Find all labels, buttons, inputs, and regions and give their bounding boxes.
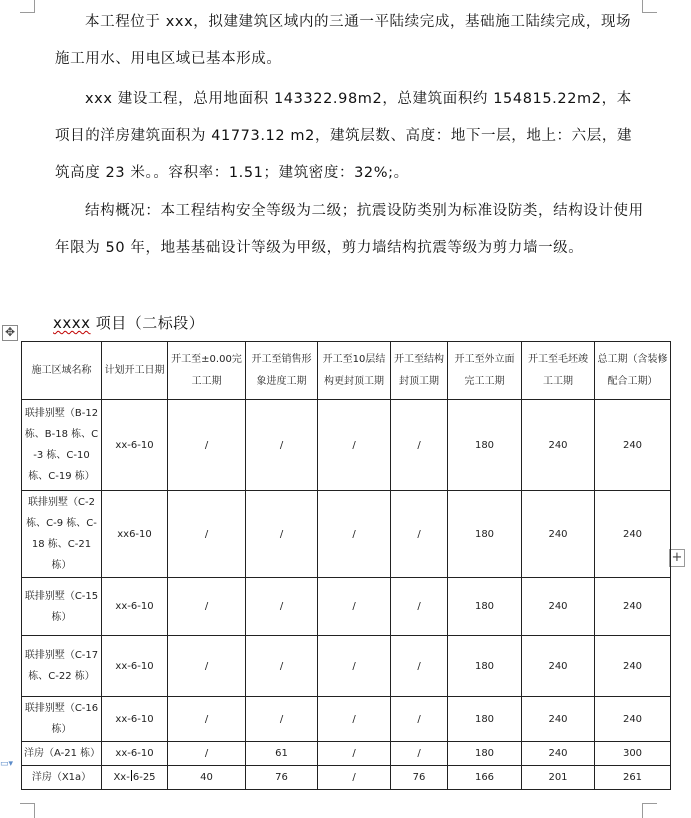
table-cell[interactable]: 180	[448, 636, 522, 697]
table-cell[interactable]: /	[318, 766, 391, 790]
header-cell[interactable]: 开工至外立面完工工期	[448, 342, 522, 400]
text-cursor	[131, 770, 132, 781]
table-cell[interactable]: /	[318, 578, 391, 636]
header-cell[interactable]: 施工区域名称	[22, 342, 102, 400]
table-cell[interactable]: 180	[448, 697, 522, 742]
table-cell[interactable]: /	[391, 400, 448, 491]
date-suffix: 6-25	[132, 772, 156, 783]
table-cell[interactable]: 240	[595, 400, 671, 491]
table-cell[interactable]: /	[168, 636, 246, 697]
table-cell[interactable]: xx-6-10	[102, 697, 168, 742]
header-cell[interactable]: 计划开工日期	[102, 342, 168, 400]
header-cell[interactable]: 开工至毛坯竣工工期	[522, 342, 595, 400]
date-prefix: Xx-	[113, 772, 130, 783]
table-header-row	[22, 342, 671, 400]
construction-schedule-table	[21, 341, 671, 790]
table-cell[interactable]: 240	[522, 742, 595, 766]
table-row	[22, 578, 671, 636]
table-cell[interactable]: xx-6-10	[102, 742, 168, 766]
table-row	[22, 697, 671, 742]
date-cell-editing[interactable]	[102, 766, 168, 790]
table-cell[interactable]: 240	[522, 400, 595, 491]
table-cell[interactable]: /	[246, 491, 318, 578]
area-name-cell[interactable]: 联排别墅（C-15 栋）	[22, 578, 102, 636]
table-cell[interactable]: 76	[391, 766, 448, 790]
table-cell[interactable]: /	[318, 742, 391, 766]
table-cell[interactable]: /	[168, 578, 246, 636]
table-cell[interactable]: /	[318, 491, 391, 578]
table-cell[interactable]: xx-6-10	[102, 636, 168, 697]
table-row	[22, 491, 671, 578]
table-cell[interactable]: 240	[522, 491, 595, 578]
table-cell[interactable]: 240	[595, 636, 671, 697]
page-corner-top-left	[20, 0, 35, 13]
table-cell[interactable]: 180	[448, 400, 522, 491]
table-cell[interactable]: 240	[595, 578, 671, 636]
table-cell[interactable]: xx-6-10	[102, 400, 168, 491]
table-cell[interactable]: 76	[246, 766, 318, 790]
table-cell[interactable]: 40	[168, 766, 246, 790]
paragraph-location[interactable]: 本工程位于 xxx，拟建建筑区域内的三通一平陆续完成，基础施工陆续完成，现场施工用水、用电区域已基本形成。	[55, 14, 632, 67]
paragraph-structure-overview[interactable]: 结构概况：本工程结构安全等级为二级；抗震设防类别为标准设防类，结构设计使用年限为 50 年，地基基础设计等级为甲级，剪力墙结构抗震等级为剪力墙一级。	[55, 203, 644, 256]
table-move-handle[interactable]	[2, 325, 18, 341]
table-row	[22, 742, 671, 766]
table-row	[22, 400, 671, 491]
table-cell[interactable]: 180	[448, 491, 522, 578]
table-cell[interactable]: 180	[448, 578, 522, 636]
table-cell[interactable]: 240	[595, 697, 671, 742]
header-cell[interactable]: 开工至±0.00完工工期	[168, 342, 246, 400]
table-cell[interactable]: 240	[522, 636, 595, 697]
table-cell[interactable]: /	[391, 491, 448, 578]
table-cell[interactable]: /	[168, 491, 246, 578]
paragraph-project-overview[interactable]: xxx 建设工程，总用地面积 143322.98m2，总建筑面积约 154815.22m2，本项目的洋房建筑面积为 41773.12 m2，建筑层数、高度：地下一层，地上：六层，建筑高度 23 米。。容积率：1.51；建筑密度：32%;。	[55, 91, 633, 181]
area-name-cell[interactable]: 联排别墅（C-16 栋）	[22, 697, 102, 742]
table-cell[interactable]: /	[246, 636, 318, 697]
table-cell[interactable]: /	[391, 636, 448, 697]
table-cell[interactable]: /	[168, 742, 246, 766]
table-row	[22, 636, 671, 697]
table-cell[interactable]: 180	[448, 742, 522, 766]
table-cell[interactable]: 240	[522, 578, 595, 636]
header-cell[interactable]: 开工至10层结构更封顶工期	[318, 342, 391, 400]
header-cell[interactable]: 开工至销售形象进度工期	[246, 342, 318, 400]
section-title-code: xxxx	[53, 314, 91, 332]
table-add-column-button[interactable]	[669, 549, 685, 567]
table-cell[interactable]: /	[168, 697, 246, 742]
header-cell[interactable]: 开工至结构封顶工期	[391, 342, 448, 400]
table-cell[interactable]: /	[391, 578, 448, 636]
table-cell[interactable]: 61	[246, 742, 318, 766]
area-name-cell[interactable]: 联排别墅（C-17 栋、C-22 栋）	[22, 636, 102, 697]
table-cell[interactable]: /	[391, 742, 448, 766]
table-cell[interactable]: xx-6-10	[102, 578, 168, 636]
header-cell[interactable]: 总工期（含装修配合工期）	[595, 342, 671, 400]
table-cell[interactable]: 240	[522, 697, 595, 742]
paste-options-icon[interactable]: ▭▾	[0, 759, 14, 769]
area-name-cell[interactable]: 洋房（A-21 栋）	[22, 742, 102, 766]
table-cell[interactable]: /	[168, 400, 246, 491]
area-name-cell[interactable]: 联排别墅（B-12 栋、B-18 栋、C-3 栋、C-10 栋、C-19 栋）	[22, 400, 102, 491]
table-cell[interactable]: 261	[595, 766, 671, 790]
move-cross-icon: ✥	[4, 325, 16, 339]
area-name-cell[interactable]: 洋房（X1a）	[22, 766, 102, 790]
table-cell[interactable]: 201	[522, 766, 595, 790]
table-cell[interactable]: 300	[595, 742, 671, 766]
section-title[interactable]	[53, 308, 204, 338]
table-row	[22, 766, 671, 790]
plus-icon: +	[671, 550, 683, 565]
table-cell[interactable]: /	[246, 400, 318, 491]
section-title-text: 项目（二标段）	[90, 314, 205, 332]
table-cell[interactable]: /	[391, 697, 448, 742]
table-cell[interactable]: /	[246, 578, 318, 636]
table-cell[interactable]: /	[246, 697, 318, 742]
area-name-cell[interactable]: 联排别墅（C-2 栋、C-9 栋、C-18 栋、C-21 栋）	[22, 491, 102, 578]
table-cell[interactable]: /	[318, 400, 391, 491]
table-cell[interactable]: /	[318, 697, 391, 742]
table-cell[interactable]: 166	[448, 766, 522, 790]
table-cell[interactable]: xx6-10	[102, 491, 168, 578]
table-cell[interactable]: 240	[595, 491, 671, 578]
table-cell[interactable]: /	[318, 636, 391, 697]
